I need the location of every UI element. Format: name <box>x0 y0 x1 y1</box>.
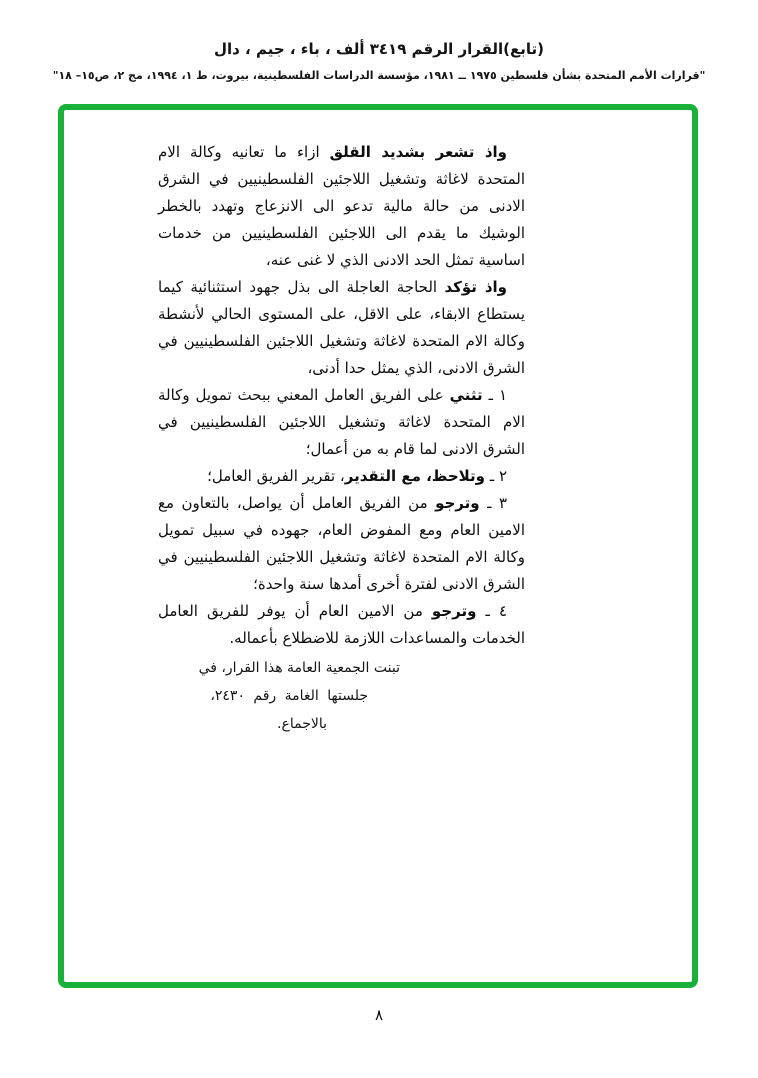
adoption-note-line: جلستها الغامة رقم ٢٤٣٠، <box>210 688 368 704</box>
clause-number: ٢ ـ <box>485 467 507 485</box>
operative-clause-3 <box>158 490 525 598</box>
preamble-paragraph <box>158 274 525 382</box>
clause-number: ١ ـ <box>482 386 507 404</box>
source-citation: "قرارات الأمم المتحدة بشأن فلسطين ١٩٧٥ ــ ١٩٨١، مؤسسة الدراسات الفلسطينية، بيروت، ط ١، ١٩٩٤، مج ٢، ص١٥– ١٨" <box>52 69 706 82</box>
clause-lead: وترجو <box>431 602 477 620</box>
operative-clause-2 <box>158 463 525 490</box>
operative-clause-4 <box>158 598 525 652</box>
clause-lead: تثني <box>449 386 483 404</box>
preamble-text: ازاء ما تعانيه وكالة الام المتحدة لاغاثة وتشغيل اللاجئين الفلسطينيين في الشرق الادنى من حالة مالية تدعو الى الانزعاج وتهدد بالخطر الوشيك ما يقدم الى اللاجئين الفلسطينيين من خدمات اساسية تمثل الحد الادنى الذي لا غنى عنه، <box>158 143 525 269</box>
preamble-paragraph <box>158 139 525 274</box>
preamble-lead: واذ تشعر بشديد القلق <box>329 143 507 161</box>
clause-text: من الامين العام أن يوفر للفريق العامل الخدمات والمساعدات اللازمة للاضطلاع بأعماله. <box>158 602 525 647</box>
resolution-text-column <box>158 139 525 738</box>
clause-lead: وترجو <box>435 494 480 512</box>
clause-text: على الفريق العامل المعني ببحث تمويل وكالة الام المتحدة لاغاثة وتشغيل اللاجئين الفلسطينيين في الشرق الادنى لما قام به من أعمال؛ <box>158 386 525 458</box>
preamble-lead: واذ تؤكد <box>444 278 507 296</box>
clause-number: ٤ ـ <box>476 602 507 620</box>
page-number: ٨ <box>374 1006 384 1024</box>
clause-text: من الفريق العامل أن يواصل، بالتعاون مع الامين العام ومع المفوض العام، جهوده في سبيل تمويل وكالة الام المتحدة لاغاثة وتشغيل اللاجئين الفلسطينيين في الشرق الادنى لفترة أخرى أمدها سنة واحدة؛ <box>158 494 525 593</box>
operative-clause-1 <box>158 382 525 463</box>
adoption-note <box>158 654 525 738</box>
adoption-note-line: بالاجماع. <box>277 716 327 732</box>
clause-number: ٣ ـ <box>479 494 507 512</box>
resolution-title: (تابع)القرار الرقم ٣٤١٩ ألف ، باء ، جيم ، دال <box>213 40 545 58</box>
adoption-note-line: تبنت الجمعية العامة هذا القرار، في <box>198 660 400 676</box>
clause-lead: وتلاحظ، مع التقدير <box>344 467 485 485</box>
preamble-text: الحاجة العاجلة الى بذل جهود استثنائية كيما يستطاع الابقاء، على الاقل، على المستوى الحالي لأنشطة وكالة الام المتحدة لاغاثة وتشغيل اللاجئين الفلسطينيين في الشرق الادنى، الذي يمثل حدا أدنى، <box>158 278 525 377</box>
clause-text: ، تقرير الفريق العامل؛ <box>207 467 345 485</box>
